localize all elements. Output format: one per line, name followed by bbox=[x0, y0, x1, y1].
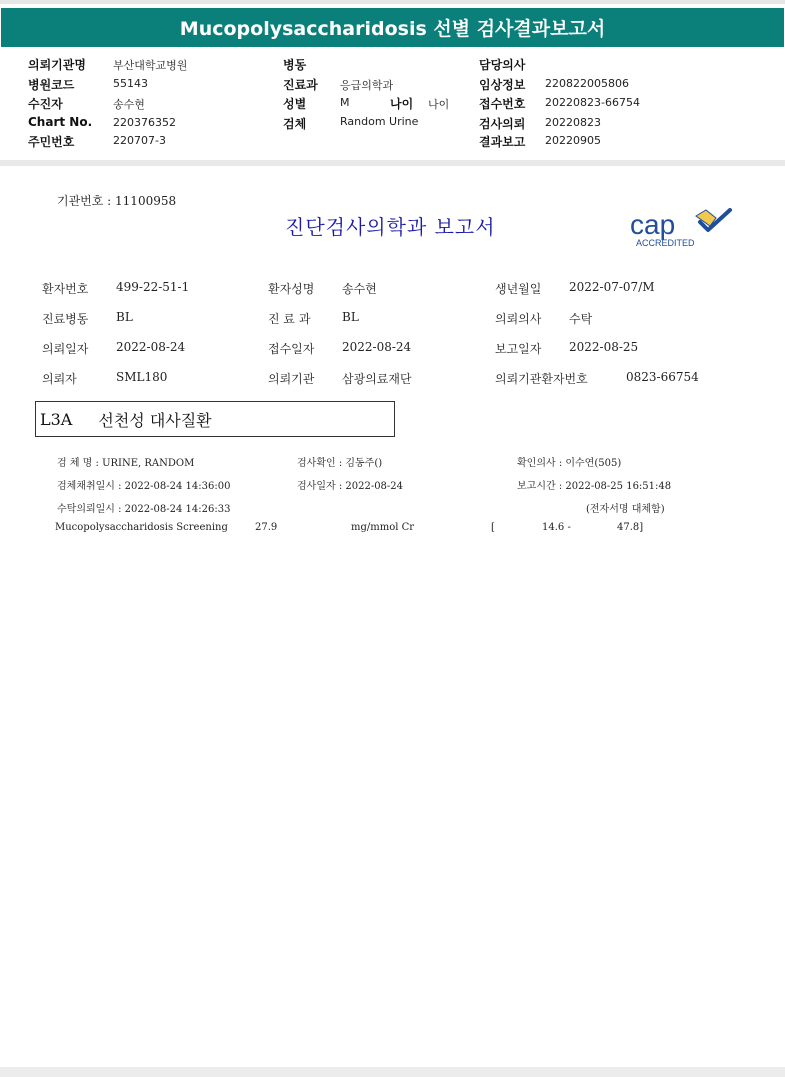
header-label: 결과보고 bbox=[479, 135, 526, 149]
patient-value: 499-22-51-1 bbox=[116, 280, 190, 294]
patient-value: 2022-08-25 bbox=[569, 340, 639, 354]
report-time: 보고시간 : 2022-08-25 16:51:48 bbox=[517, 481, 672, 492]
header-label: 검체 bbox=[283, 117, 307, 131]
header-label: 담당의사 bbox=[479, 58, 526, 72]
patient-label: 진료병동 bbox=[42, 312, 89, 326]
patient-label: 보고일자 bbox=[495, 342, 542, 356]
patient-value: 0823-66754 bbox=[626, 370, 699, 384]
patient-value: 2022-08-24 bbox=[342, 340, 412, 354]
request-header bbox=[0, 47, 785, 155]
patient-value: BL bbox=[342, 310, 359, 324]
header-value: 20220905 bbox=[545, 134, 601, 147]
result-value: 27.9 bbox=[255, 522, 278, 533]
header-value: 220822005806 bbox=[545, 77, 629, 90]
patient-label: 의뢰의사 bbox=[495, 312, 542, 326]
patient-label: 의뢰기관환자번호 bbox=[495, 372, 588, 386]
header-label: 진료과 bbox=[283, 78, 318, 92]
header-label: 임상정보 bbox=[479, 78, 526, 92]
patient-label: 의뢰기관 bbox=[268, 372, 315, 386]
patient-label: 환자성명 bbox=[268, 282, 315, 296]
header-label: 의뢰기관명 bbox=[28, 58, 86, 72]
header-value: 220707-3 bbox=[113, 134, 166, 147]
header-label: 나이 bbox=[390, 97, 414, 111]
header-label: 수진자 bbox=[28, 97, 63, 111]
result-test-name: Mucopolysaccharidosis Screening bbox=[55, 522, 228, 533]
header-label: Chart No. bbox=[28, 115, 93, 129]
test-date: 검사일자 : 2022-08-24 bbox=[297, 481, 404, 492]
institution-number: 기관번호 : 11100958 bbox=[57, 194, 177, 208]
header-label: 성별 bbox=[283, 97, 307, 111]
patient-value: 수탁 bbox=[569, 312, 593, 326]
confirm-doctor: 확인의사 : 이수연(505) bbox=[517, 458, 622, 469]
patient-value: 2022-08-24 bbox=[116, 340, 186, 354]
patient-value: BL bbox=[116, 310, 133, 324]
header-value: 부산대학교병원 bbox=[113, 59, 188, 72]
test-confirm: 검사확인 : 김동주() bbox=[297, 458, 383, 469]
bottom-strip bbox=[0, 1067, 785, 1077]
patient-label: 접수일자 bbox=[268, 342, 315, 356]
cap-accredited-logo bbox=[626, 204, 738, 252]
header-value: 나이 bbox=[428, 98, 450, 111]
header-value: 응급의학과 bbox=[340, 79, 394, 92]
patient-label: 진 료 과 bbox=[268, 312, 311, 326]
section-title-box bbox=[35, 401, 395, 437]
patient-value: SML180 bbox=[116, 370, 168, 384]
section-name: 선천성 대사질환 bbox=[98, 410, 212, 430]
patient-label: 환자번호 bbox=[42, 282, 89, 296]
patient-value: 삼광의료재단 bbox=[342, 372, 412, 386]
header-value: 20220823-66754 bbox=[545, 96, 640, 109]
section-code: L3A bbox=[40, 409, 73, 429]
header-label: 병원코드 bbox=[28, 78, 75, 92]
ref-high: 47.8] bbox=[617, 522, 644, 533]
header-value: Random Urine bbox=[340, 115, 419, 128]
svg-text:ACCREDITED: ACCREDITED bbox=[636, 238, 695, 248]
result-unit: mg/mmol Cr bbox=[351, 522, 415, 533]
ref-low: 14.6 - bbox=[542, 522, 571, 533]
specimen-name: 검 체 명 : URINE, RANDOM bbox=[57, 458, 195, 469]
collect-time: 검체채취일시 : 2022-08-24 14:36:00 bbox=[57, 481, 231, 492]
patient-value: 2022-07-07/M bbox=[569, 280, 655, 294]
consign-time: 수탁의뢰일시 : 2022-08-24 14:26:33 bbox=[57, 504, 231, 515]
header-label: 접수번호 bbox=[479, 97, 526, 111]
header-label: 주민번호 bbox=[28, 135, 75, 149]
header-value: M bbox=[340, 96, 350, 109]
patient-label: 의뢰자 bbox=[42, 372, 77, 386]
report-banner-title: Mucopolysaccharidosis 선별 검사결과보고서 bbox=[1, 8, 784, 47]
e-sign-note: (전자서명 대체함) bbox=[586, 504, 665, 515]
lab-report-document bbox=[0, 166, 785, 1061]
svg-text:cap: cap bbox=[630, 209, 676, 240]
patient-value: 송수현 bbox=[342, 282, 377, 296]
patient-label: 생년월일 bbox=[495, 282, 542, 296]
report-title: 진단검사의학과 보고서 bbox=[285, 215, 496, 239]
ref-open-bracket: [ bbox=[491, 522, 495, 533]
header-label: 병동 bbox=[283, 58, 307, 72]
header-value: 20220823 bbox=[545, 116, 601, 129]
patient-label: 의뢰일자 bbox=[42, 342, 89, 356]
top-strip bbox=[0, 0, 785, 4]
header-label: 검사의뢰 bbox=[479, 117, 526, 131]
header-value: 송수현 bbox=[113, 98, 145, 111]
header-value: 55143 bbox=[113, 77, 148, 90]
header-value: 220376352 bbox=[113, 116, 176, 129]
